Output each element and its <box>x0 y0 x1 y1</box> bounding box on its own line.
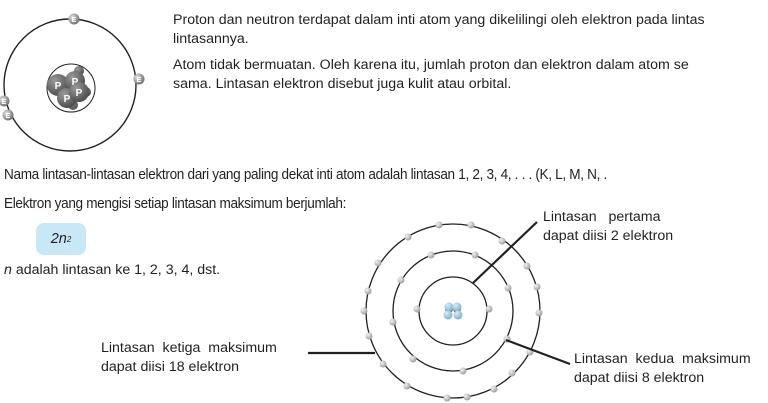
label-shell-1 <box>543 208 673 246</box>
leader-line-shell-1 <box>473 222 537 283</box>
shell-names-text: Nama lintasan-lintasan elektron dari yang paling dekat inti atom adalah lintasan 1, 2, 3, 4, . . . (K, L, M, N, . <box>4 167 607 183</box>
svg-text:P: P <box>75 88 83 99</box>
label-shell-3-line-2: dapat diisi 18 elektron <box>101 359 240 375</box>
svg-text:P: P <box>63 94 71 105</box>
label-shell-2-line-1: Lintasan kedua maksimum <box>574 351 751 367</box>
intro-paragraph-2-line-1: Atom tidak bermuatan. Oleh karena itu, jumlah proton dan elektron dalam atom se <box>173 57 689 73</box>
intro-paragraph-1-line-2: lintasannya. <box>173 31 249 47</box>
nucleus <box>444 303 463 320</box>
svg-text:E: E <box>71 17 77 24</box>
label-shell-2-line-2: dapat diisi 8 elektron <box>574 370 705 386</box>
label-shell-3-line-1: Lintasan ketiga maksimum <box>101 340 277 356</box>
leader-line-shell-2 <box>506 340 570 364</box>
svg-text:E: E <box>5 113 11 120</box>
formula-base: 2n <box>50 231 67 247</box>
label-shell-1-line-2: dapat diisi 2 elektron <box>543 228 674 244</box>
label-shell-1-line-1: Lintasan pertama <box>543 209 661 225</box>
formula-note-text: adalah lintasan ke 1, 2, 3, 4, dst. <box>11 262 221 278</box>
formula-exponent: 2 <box>66 234 72 244</box>
label-shell-3 <box>101 339 277 377</box>
svg-text:P: P <box>71 77 79 88</box>
intro-paragraph-2-line-2: sama. Lintasan elektron disebut juga kulit atau orbital. <box>173 76 512 92</box>
formula-variable: n <box>4 262 12 278</box>
shell-2-orbit <box>393 251 513 371</box>
svg-text:E: E <box>1 99 7 106</box>
shell-1-orbit <box>419 277 487 345</box>
intro-paragraph-1-line-1: Proton dan neutron terdapat dalam inti atom yang dikelilingi oleh elektron pada lintas <box>173 12 705 28</box>
svg-text:P: P <box>54 81 62 92</box>
svg-text:E: E <box>136 77 142 84</box>
max-electrons-text: Elektron yang mengisi setiap lintasan maksimum berjumlah: <box>4 196 347 212</box>
label-shell-2 <box>574 350 751 388</box>
